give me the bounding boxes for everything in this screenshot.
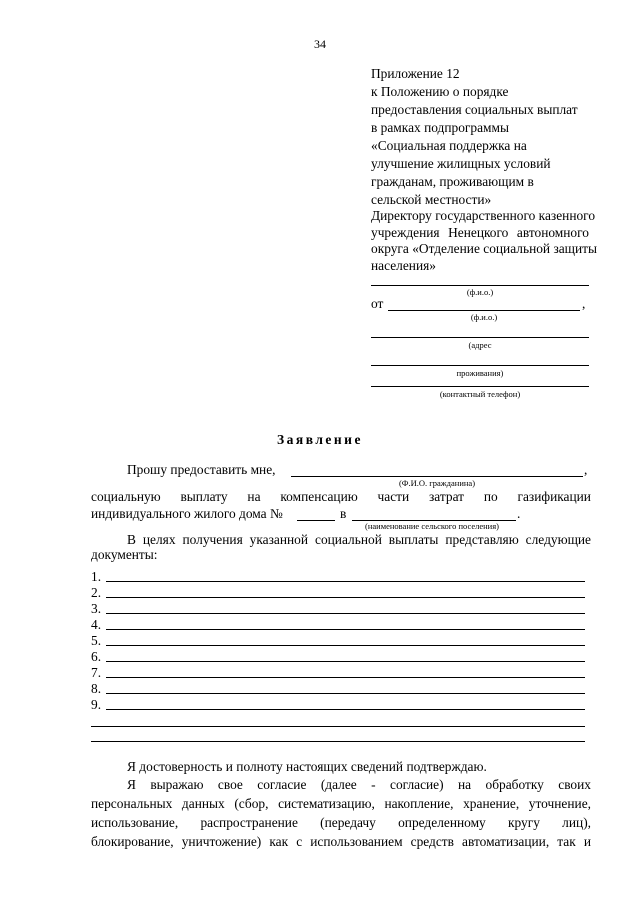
annex-line: сельской местности» <box>371 192 492 207</box>
addressee-block <box>371 208 597 274</box>
request-line-3: индивидуального жилого дома № <box>91 506 283 521</box>
request-text: Прошу предоставить мне, <box>127 462 276 477</box>
annex-line: к Положению о порядке <box>371 84 509 99</box>
applicant-fio-field[interactable] <box>388 310 580 311</box>
addressee-line: округа «Отделение социальной защиты <box>371 241 597 256</box>
annex-line: гражданам, проживающим в <box>371 174 534 189</box>
request-line-2: социальную выплату на компенсацию части затрат по газификации <box>91 489 591 504</box>
residence-caption: проживания) <box>456 368 504 378</box>
annex-header <box>371 65 601 209</box>
annex-line: в рамках подпрограммы <box>371 120 509 135</box>
from-label: от <box>371 296 384 311</box>
citizen-caption: (Ф.И.О. гражданина) <box>398 478 476 488</box>
confirmation-text: Я достоверность и полноту настоящих сведений подтверждаю. <box>127 759 487 774</box>
addressee-line: учреждения Ненецкого автономного <box>371 224 589 240</box>
phone-caption: (контактный телефон) <box>439 389 521 399</box>
addressee-line: населения» <box>371 257 436 273</box>
list-item[interactable]: 9. <box>91 697 585 713</box>
fio-caption: (ф.и.о.) <box>466 287 494 297</box>
list-item[interactable]: 8. <box>91 681 585 697</box>
annex-line: предоставления социальных выплат <box>371 102 578 117</box>
period: . <box>517 506 521 521</box>
address-field-1[interactable] <box>371 337 589 338</box>
list-item[interactable]: 7. <box>91 665 585 681</box>
consent-paragraph: Я выражаю свое согласие (далее - согласие) на обработку своих персональных данных (сбор, систематизацию, накопление, хранение, уточнение, использование, распространение (передачу определенному кругу лиц), блокирование, уничтожение) как с использованием средств автоматизации, так и <box>91 777 591 849</box>
list-item[interactable]: 2. <box>91 585 585 601</box>
list-item[interactable]: 1. <box>91 569 585 585</box>
in-label: в <box>340 506 347 521</box>
addressee-line: Директору государственного казенного <box>371 208 596 223</box>
director-fio-field[interactable] <box>371 285 589 286</box>
fio-caption: (ф.и.о.) <box>470 312 498 322</box>
list-item[interactable]: 6. <box>91 649 585 665</box>
comma: , <box>584 462 588 477</box>
page-number: 34 <box>314 37 326 51</box>
annex-line: улучшение жилищных условий <box>371 156 551 171</box>
comma: , <box>582 296 586 311</box>
documents-intro-end: документы: <box>91 547 158 562</box>
annex-line: Приложение 12 <box>371 66 460 81</box>
annex-line: «Социальная поддержка на <box>371 138 527 153</box>
address-field-2[interactable] <box>371 365 589 366</box>
documents-intro: В целях получения указанной социальной выплаты представляю следующие <box>127 532 591 547</box>
address-caption: (адрес <box>468 340 492 350</box>
phone-field[interactable] <box>371 386 589 387</box>
blank-line[interactable] <box>91 741 585 742</box>
citizen-fio-field[interactable] <box>291 476 583 477</box>
list-item[interactable]: 5. <box>91 633 585 649</box>
blank-line[interactable] <box>91 726 585 727</box>
list-item[interactable]: 4. <box>91 617 585 633</box>
list-item[interactable]: 3. <box>91 601 585 617</box>
document-title: Заявление <box>277 432 363 447</box>
settlement-caption: (наименование сельского поселения) <box>365 521 499 531</box>
